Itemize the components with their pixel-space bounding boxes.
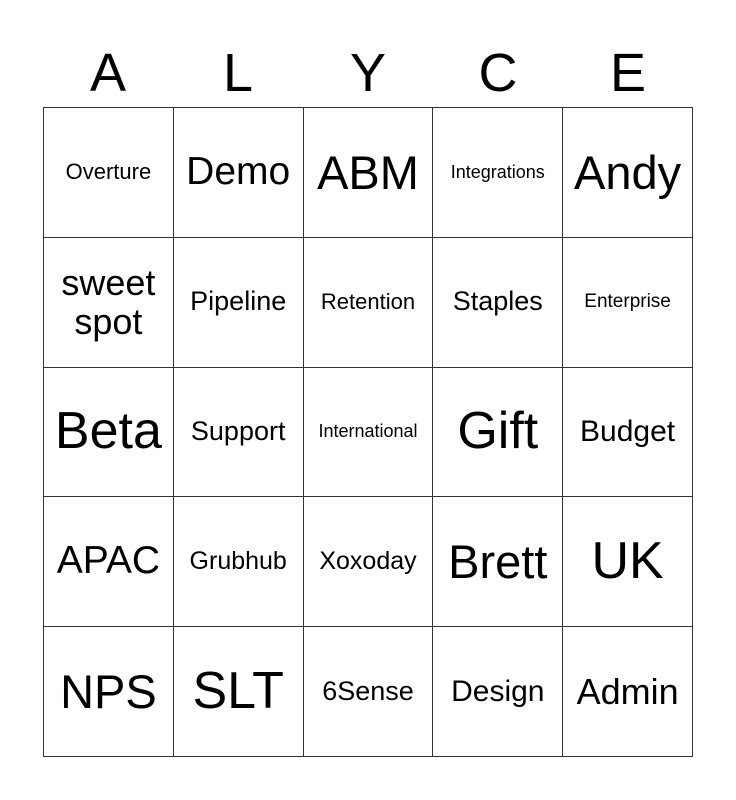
cell-label: International bbox=[318, 421, 418, 442]
cell-label: Retention bbox=[320, 289, 416, 315]
cell-label: Grubhub bbox=[189, 547, 287, 576]
cell-label: UK bbox=[591, 532, 664, 591]
cell-label: Andy bbox=[574, 145, 682, 199]
cell-label: Integrations bbox=[450, 161, 545, 182]
cell-label: 6Sense bbox=[322, 675, 414, 706]
bingo-cell[interactable] bbox=[563, 627, 693, 757]
header-letter-a: A bbox=[89, 43, 127, 103]
bingo-cell[interactable] bbox=[433, 238, 563, 368]
bingo-cell[interactable] bbox=[174, 497, 304, 627]
bingo-cell[interactable] bbox=[174, 238, 304, 368]
bingo-header bbox=[43, 42, 693, 104]
cell-label: SLT bbox=[192, 662, 284, 720]
bingo-cell[interactable] bbox=[563, 497, 693, 627]
bingo-cell[interactable] bbox=[174, 368, 304, 498]
bingo-cell[interactable] bbox=[44, 238, 174, 368]
bingo-cell[interactable] bbox=[304, 368, 434, 498]
bingo-grid bbox=[43, 107, 693, 757]
header-letter-y: Y bbox=[349, 43, 387, 103]
bingo-cell[interactable] bbox=[433, 108, 563, 238]
cell-label: NPS bbox=[60, 664, 157, 718]
cell-label: Staples bbox=[452, 286, 543, 317]
cell-label: Support bbox=[190, 416, 286, 447]
header-letter-l: L bbox=[222, 43, 254, 103]
cell-label: APAC bbox=[56, 539, 161, 583]
bingo-cell[interactable] bbox=[174, 108, 304, 238]
cell-label: Xoxoday bbox=[319, 547, 417, 576]
bingo-cell[interactable] bbox=[44, 368, 174, 498]
bingo-cell[interactable] bbox=[563, 238, 693, 368]
bingo-cell[interactable] bbox=[563, 368, 693, 498]
bingo-cell[interactable] bbox=[304, 497, 434, 627]
header-letter-c: C bbox=[478, 43, 518, 103]
bingo-cell[interactable] bbox=[174, 627, 304, 757]
cell-label: sweet spot bbox=[61, 261, 156, 343]
cell-label: Pipeline bbox=[190, 286, 287, 317]
bingo-cell[interactable] bbox=[433, 368, 563, 498]
bingo-cell[interactable] bbox=[44, 627, 174, 757]
bingo-cell[interactable] bbox=[563, 108, 693, 238]
cell-label: Beta bbox=[54, 402, 162, 461]
cell-label: Overture bbox=[65, 159, 152, 185]
cell-label: Admin bbox=[576, 670, 679, 712]
bingo-cell[interactable] bbox=[304, 108, 434, 238]
bingo-cell[interactable] bbox=[433, 627, 563, 757]
bingo-cell[interactable] bbox=[304, 238, 434, 368]
cell-label: Enterprise bbox=[584, 290, 671, 312]
bingo-cell[interactable] bbox=[44, 497, 174, 627]
cell-label: Design bbox=[451, 675, 545, 709]
cell-label: Brett bbox=[448, 534, 548, 588]
cell-label: ABM bbox=[317, 145, 419, 199]
bingo-cell[interactable] bbox=[433, 497, 563, 627]
cell-label: Demo bbox=[186, 149, 291, 193]
cell-label: Gift bbox=[457, 402, 539, 461]
bingo-cell[interactable] bbox=[44, 108, 174, 238]
cell-label: Budget bbox=[580, 415, 676, 449]
header-letter-e: E bbox=[609, 43, 647, 103]
bingo-cell[interactable] bbox=[304, 627, 434, 757]
